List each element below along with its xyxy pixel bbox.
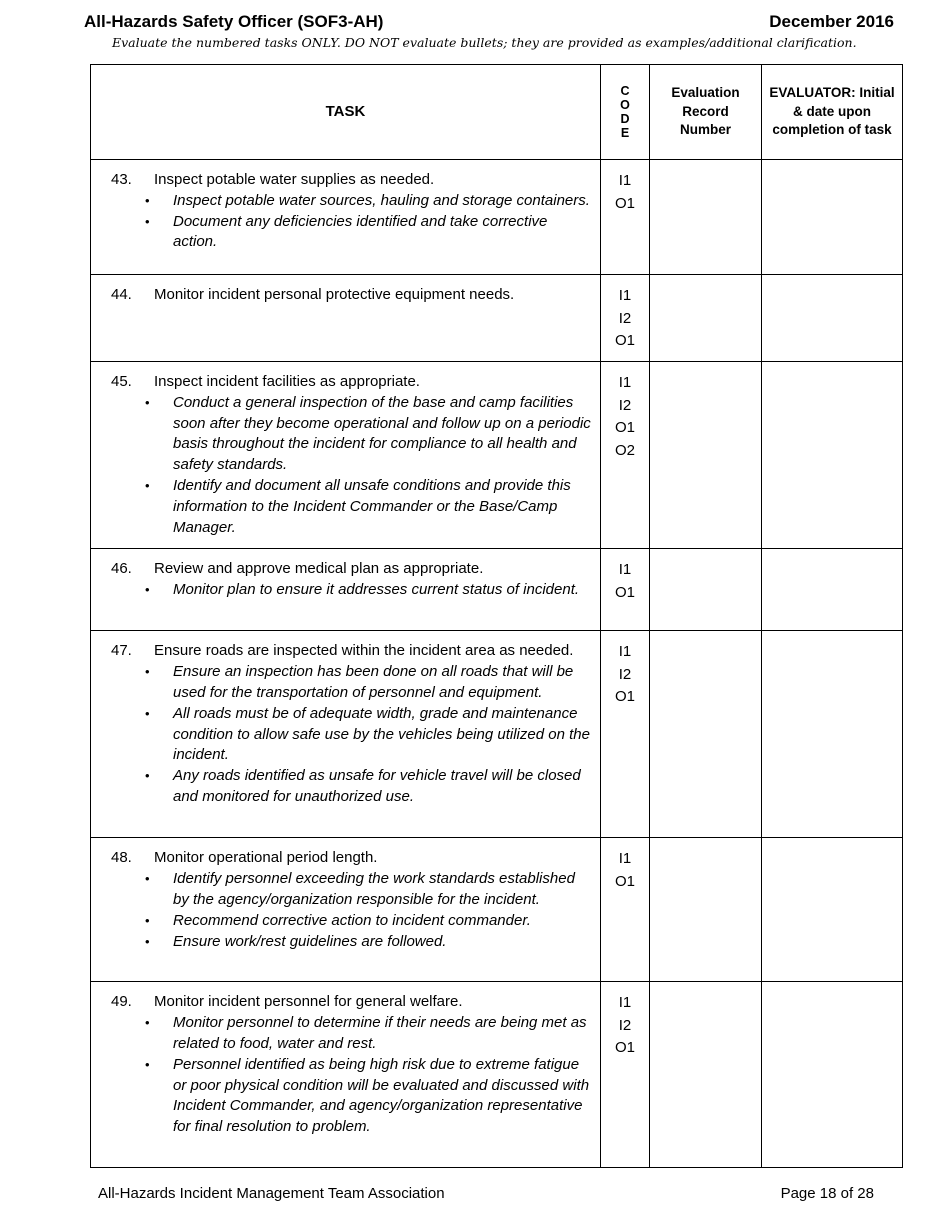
table-header-row	[91, 65, 903, 160]
code-value: I2	[618, 309, 632, 327]
code-cell	[601, 631, 650, 838]
task-row	[91, 362, 903, 549]
evaluation-record-cell[interactable]	[650, 838, 762, 982]
task-text: Monitor incident personnel for general welfare.	[154, 993, 463, 1011]
evaluation-record-cell[interactable]	[650, 549, 762, 631]
code-value: I1	[618, 172, 632, 189]
task-bullet	[145, 191, 592, 212]
task-bullet-text: Ensure work/rest guidelines are followed.	[173, 932, 447, 950]
code-letter: O	[620, 98, 630, 112]
task-bullet	[145, 766, 592, 808]
bullet-icon: •	[145, 871, 150, 887]
task-number: 46.	[111, 560, 132, 578]
evaluation-record-cell[interactable]	[650, 160, 762, 275]
task-bullets	[111, 662, 592, 808]
document-date: December 2016	[769, 12, 894, 31]
task-number: 47.	[111, 642, 132, 660]
task-bullets	[111, 1013, 592, 1138]
task-bullet	[145, 476, 592, 538]
code-cell	[601, 275, 650, 362]
code-cell	[601, 838, 650, 982]
code-letter: E	[620, 126, 630, 140]
task-bullet-text: Recommend corrective action to incident commander.	[173, 911, 531, 929]
bullet-icon: •	[145, 933, 150, 949]
bullet-icon: •	[145, 192, 150, 208]
task-bullet-text: Document any deficiencies identified and take corrective action.	[173, 212, 548, 251]
task-cell	[91, 362, 601, 549]
bullet-icon: •	[145, 768, 150, 784]
task-row	[91, 982, 903, 1168]
task-row	[91, 549, 903, 631]
task-number: 45.	[111, 373, 132, 390]
task-bullets	[111, 393, 592, 539]
task-bullet	[145, 393, 592, 476]
code-value: I2	[618, 396, 632, 414]
task-table	[90, 64, 903, 1168]
code-value: I1	[618, 561, 632, 579]
evaluation-record-cell[interactable]	[650, 275, 762, 362]
task-bullet	[145, 212, 592, 254]
task-bullet-text: Monitor personnel to determine if their needs are being met as related to food, water and rest.	[173, 1014, 587, 1052]
code-cell	[601, 362, 650, 549]
code-value: I1	[618, 287, 632, 304]
footer-page-number: Page 18 of 28	[780, 1185, 874, 1202]
code-value: O1	[614, 419, 635, 436]
code-value: O1	[614, 872, 635, 890]
code-value: I2	[618, 1016, 632, 1034]
task-bullet-text: Conduct a general inspection of the base and camp facilities soon after they become operational and follow up on a periodic basis throughout the incident for compliance to all health and safety standards.	[173, 393, 591, 474]
bullet-icon: •	[145, 582, 150, 598]
task-bullets	[111, 580, 592, 601]
task-bullet	[145, 869, 592, 911]
task-cell	[91, 631, 601, 838]
code-value: O1	[614, 688, 635, 706]
task-text: Ensure roads are inspected within the incident area as needed.	[154, 642, 574, 660]
code-value: O1	[614, 194, 635, 212]
task-bullet-text: All roads must be of adequate width, grade and maintenance condition to allow safe use by the vehicles being utilized on the incident.	[173, 704, 590, 764]
bullet-icon: •	[145, 705, 150, 721]
task-bullet-text: Personnel identified as being high risk due to extreme fatigue or poor physical condition will be evaluated and discussed with Incident Commander, and agency/organization representative for final resolution to problem.	[173, 1055, 590, 1136]
code-value: O1	[614, 583, 635, 601]
task-bullet-text: Monitor plan to ensure it addresses current status of incident.	[173, 581, 580, 599]
evaluator-initial-cell[interactable]	[762, 275, 903, 362]
task-bullets	[111, 191, 592, 253]
task-number: 43.	[111, 171, 132, 188]
task-bullet-text: Inspect potable water sources, hauling and storage containers.	[173, 191, 590, 209]
footer-organization: All-Hazards Incident Management Team Association	[98, 1185, 445, 1202]
task-text: Review and approve medical plan as appropriate.	[154, 560, 484, 578]
task-row	[91, 275, 903, 362]
bullet-icon: •	[145, 664, 150, 680]
code-cell	[601, 549, 650, 631]
code-value: I2	[618, 665, 632, 683]
task-number: 48.	[111, 849, 132, 867]
task-cell	[91, 838, 601, 982]
task-cell	[91, 160, 601, 275]
task-bullet	[145, 580, 592, 601]
code-value: O1	[614, 332, 635, 349]
task-text: Monitor operational period length.	[154, 849, 378, 867]
task-cell	[91, 549, 601, 631]
task-text: Inspect potable water supplies as needed.	[154, 171, 435, 188]
column-header-code	[601, 65, 650, 160]
task-text: Monitor incident personal protective equipment needs.	[154, 286, 515, 303]
code-value: O1	[614, 1039, 635, 1057]
column-header-task: TASK	[91, 65, 601, 160]
evaluation-instruction: Evaluate the numbered tasks ONLY. DO NOT evaluate bullets; they are provided as examples/additional clarification.	[112, 35, 857, 50]
column-header-record: Evaluation Record Number	[650, 65, 762, 160]
task-bullet	[145, 662, 592, 704]
task-bullet	[145, 1055, 592, 1138]
task-row	[91, 631, 903, 838]
bullet-icon: •	[145, 912, 150, 928]
code-value: I1	[618, 643, 632, 661]
evaluation-record-cell[interactable]	[650, 982, 762, 1168]
evaluation-record-cell[interactable]	[650, 631, 762, 838]
task-cell	[91, 982, 601, 1168]
code-value: I1	[618, 374, 632, 391]
bullet-icon: •	[145, 1015, 150, 1031]
evaluator-initial-cell[interactable]	[762, 838, 903, 982]
task-bullets	[111, 869, 592, 952]
document-title: All-Hazards Safety Officer (SOF3-AH)	[84, 12, 384, 31]
task-bullet-text: Ensure an inspection has been done on all roads that will be used for the transportation of personnel and equipment.	[173, 663, 574, 701]
evaluator-initial-cell[interactable]	[762, 631, 903, 838]
code-value: I1	[618, 994, 632, 1012]
evaluation-record-cell[interactable]	[650, 362, 762, 549]
code-cell	[601, 160, 650, 275]
code-value: O2	[614, 441, 635, 459]
task-bullet	[145, 932, 592, 953]
evaluator-initial-cell[interactable]	[762, 362, 903, 549]
task-number: 49.	[111, 993, 132, 1011]
task-bullet	[145, 911, 592, 932]
task-bullet	[145, 1013, 592, 1055]
code-cell	[601, 982, 650, 1168]
code-letter: C	[620, 84, 630, 98]
task-cell	[91, 275, 601, 362]
task-number: 44.	[111, 286, 132, 303]
task-bullet	[145, 704, 592, 766]
bullet-icon: •	[145, 213, 150, 229]
bullet-icon: •	[145, 1056, 150, 1072]
code-value: I1	[618, 850, 632, 868]
bullet-icon: •	[145, 394, 150, 410]
evaluator-initial-cell[interactable]	[762, 549, 903, 631]
task-bullet-text: Identify personnel exceeding the work standards established by the agency/organization responsible for the incident.	[173, 870, 575, 908]
bullet-icon: •	[145, 477, 150, 493]
column-header-evaluator: EVALUATOR: Initial & date upon completion of task	[762, 65, 903, 160]
code-letter: D	[620, 112, 630, 126]
task-text: Inspect incident facilities as appropriate.	[154, 373, 420, 390]
task-row	[91, 838, 903, 982]
evaluator-initial-cell[interactable]	[762, 982, 903, 1168]
task-bullet-text: Any roads identified as unsafe for vehicle travel will be closed and monitored for unauthorized use.	[173, 767, 581, 805]
task-row	[91, 160, 903, 275]
task-bullet-text: Identify and document all unsafe conditions and provide this information to the Incident Commander or the Base/Camp Manager.	[173, 476, 571, 536]
evaluator-initial-cell[interactable]	[762, 160, 903, 275]
